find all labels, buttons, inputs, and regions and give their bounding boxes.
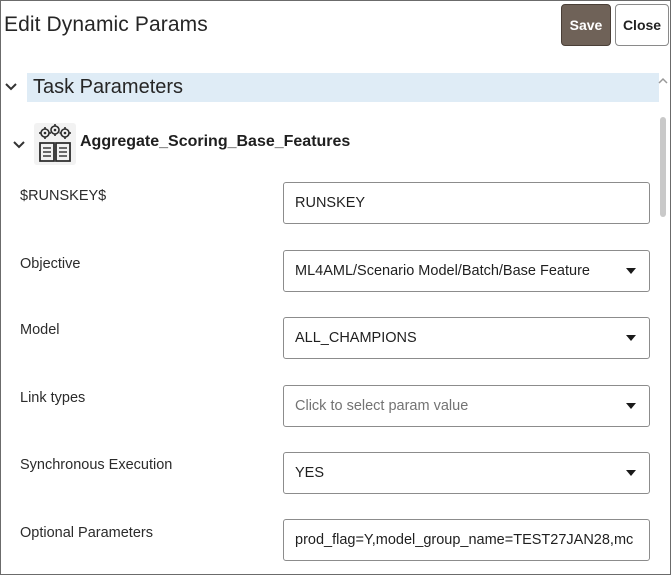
link-types-placeholder: Click to select param value xyxy=(295,398,469,414)
section-title: Task Parameters xyxy=(33,76,184,98)
param-label-model: Model xyxy=(20,322,60,338)
dialog-title: Edit Dynamic Params xyxy=(4,13,208,36)
param-label-synchronous-execution: Synchronous Execution xyxy=(20,457,173,473)
task-parameters-section-header[interactable] xyxy=(1,73,661,103)
chevron-down-icon[interactable] xyxy=(3,79,19,95)
chevron-down-icon[interactable] xyxy=(11,137,27,153)
param-label-objective: Objective xyxy=(20,256,81,272)
runskey-input[interactable] xyxy=(283,182,650,224)
optional-parameters-input[interactable] xyxy=(283,519,650,561)
save-button[interactable]: Save xyxy=(561,4,611,46)
caret-down-icon[interactable] xyxy=(613,386,649,426)
model-select[interactable] xyxy=(283,317,650,359)
synchronous-execution-value: YES xyxy=(295,465,325,481)
synchronous-execution-select[interactable] xyxy=(283,452,650,494)
scrollbar-thumb[interactable] xyxy=(660,117,666,217)
runskey-value: RUNSKEY xyxy=(295,195,366,211)
caret-down-icon[interactable] xyxy=(613,251,649,291)
objective-value: ML4AML/Scenario Model/Batch/Base Feature xyxy=(295,263,590,279)
scroll-up-arrow-icon[interactable] xyxy=(658,77,668,85)
objective-select[interactable] xyxy=(283,250,650,292)
param-label-runskey: $RUNSKEY$ xyxy=(20,188,107,204)
link-types-select[interactable] xyxy=(283,385,650,427)
param-label-link-types: Link types xyxy=(20,390,86,406)
gears-book-icon xyxy=(34,123,76,165)
model-value: ALL_CHAMPIONS xyxy=(295,330,417,346)
task-row[interactable] xyxy=(1,123,641,167)
optional-parameters-value: prod_flag=Y,model_group_name=TEST27JAN28,mc xyxy=(295,532,634,548)
task-name: Aggregate_Scoring_Base_Features xyxy=(80,133,351,150)
caret-down-icon[interactable] xyxy=(613,453,649,493)
caret-down-icon[interactable] xyxy=(613,318,649,358)
param-label-optional-parameters: Optional Parameters xyxy=(20,525,153,541)
close-button[interactable]: Close xyxy=(615,4,669,46)
